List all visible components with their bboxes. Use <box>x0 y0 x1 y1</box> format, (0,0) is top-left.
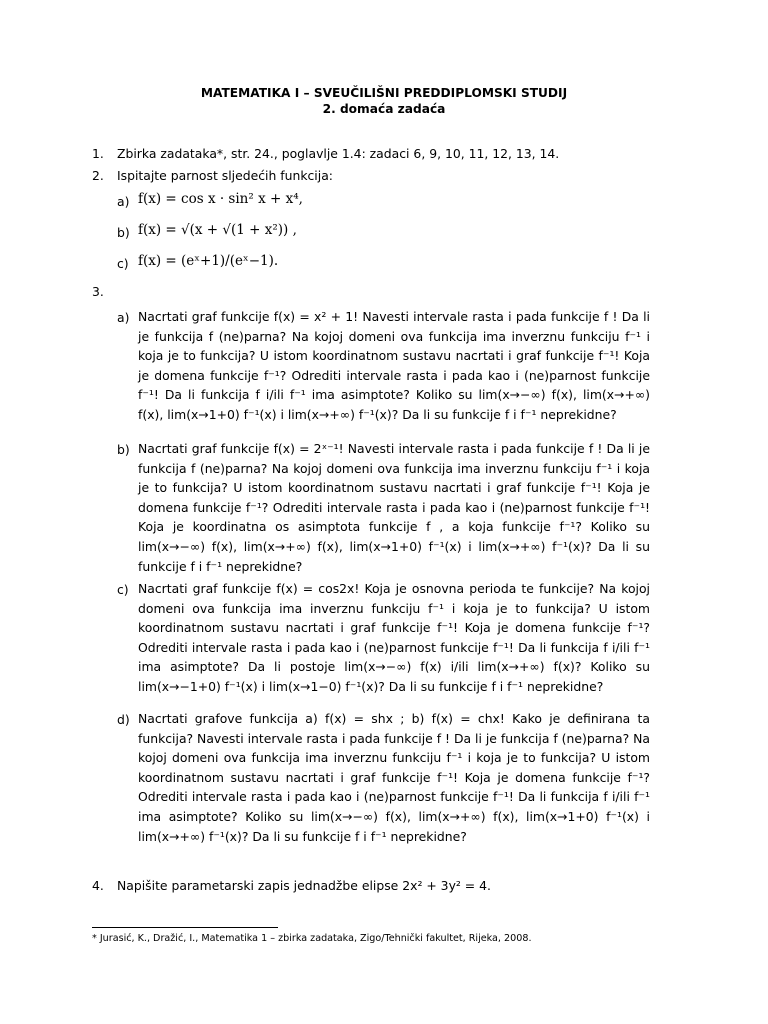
task-3a-label: a) <box>117 310 130 325</box>
footnote-divider <box>92 927 278 928</box>
document-subtitle: 2. domaća zadaća <box>322 102 446 116</box>
task-2-text: Ispitajte parnost sljedećih funkcija: <box>117 168 333 183</box>
task-2c-formula: f(x) = (eˣ+1)/(eˣ−1). <box>138 253 279 269</box>
task-3c-text: Nacrtati graf funkcije f(x) = cos2x! Koja je osnovna perioda te funkcije? Na kojoj domeni ova funkcija ima inverznu funkciju f⁻¹ i koja je to funkcija? U istom koordinatnom sustavu nacrtati i graf funkcije f⁻¹! Koja je domena funkcije f⁻¹? Odrediti intervale rasta i pada kao i (ne)parnost funkcije f⁻¹! Da li funkcija f i/ili f⁻¹ ima asimptote? Da li postoje lim(x→−∞) f(x) i/ili lim(x→+∞) f(x)? Koliko su lim(x→−1+0) f⁻¹(x) i lim(x→1−0) f⁻¹(x)? Da li su funkcije f i f⁻¹ neprekidne? <box>138 581 650 694</box>
task-2c-label: c) <box>117 256 129 271</box>
task-2-number: 2. <box>92 168 104 183</box>
task-3b-text: Nacrtati graf funkcije f(x) = 2ˣ⁻¹! Navesti intervale rasta i pada funkcije f ! Da li je funkcija f (ne)parna? Na kojoj domeni ova funkcija ima inverznu funkciju f⁻¹ i koja je to funkcija? U istom koordinatnom sustavu nacrtati i graf funkcije f⁻¹! Koja je domena funkcije f⁻¹? Odrediti intervale rasta i pada kao i (ne)parnost funkcije f⁻¹! Koja je koordinatna os asimptota funkcije f , a koja funkcije f⁻¹? Koliko su lim(x→−∞) f(x), lim(x→+∞) f(x), lim(x→1+0) f⁻¹(x) i lim(x→+∞) f⁻¹(x)? Da li su funkcije f i f⁻¹ neprekidne? <box>138 441 650 574</box>
task-3-number: 3. <box>92 284 104 299</box>
task-2b-formula: f(x) = √(x + √(1 + x²)) , <box>138 222 297 238</box>
task-4-text: Napišite parametarski zapis jednadžbe elipse 2x² + 3y² = 4. <box>117 878 491 893</box>
task-2b-label: b) <box>117 225 130 240</box>
task-3a-text: Nacrtati graf funkcije f(x) = x² + 1! Navesti intervale rasta i pada funkcije f ! Da li je funkcija f (ne)parna? Na kojoj domeni ova funkcija ima inverznu funkciju f⁻¹ i koja je to funkcija? U istom koordinatnom sustavu nacrtati i graf funkcije f⁻¹! Koja je domena funkcije f⁻¹? Odrediti intervale rasta i pada kao i (ne)parnost funkcije f⁻¹! Da li funkcija f i/ili f⁻¹ ima asimptote? Koliko su lim(x→−∞) f(x), lim(x→+∞) f(x), lim(x→1+0) f⁻¹(x) i lim(x→+∞) f⁻¹(x)? Da li su funkcije f i f⁻¹ neprekidne? <box>138 309 650 422</box>
task-1-text: Zbirka zadataka*, str. 24., poglavlje 1.4: zadaci 6, 9, 10, 11, 12, 13, 14. <box>117 146 560 161</box>
task-3d-text: Nacrtati grafove funkcija a) f(x) = shx ; b) f(x) = chx! Kako je definirana ta funkcija? Navesti intervale rasta i pada funkcije f ! Da li je funkcija f (ne)parna? Na kojoj domeni ova funkcija ima inverznu funkciju f⁻¹ i koja je to funkcija? U istom koordinatnom sustavu nacrtati i graf funkcije f⁻¹! Koja je domena funkcije f⁻¹? Odrediti intervale rasta i pada kao i (ne)parnost funkcije f⁻¹! Da li funkcija f i/ili f⁻¹ ima asimptote? Koliko su lim(x→−∞) f(x), lim(x→+∞) f(x), lim(x→1+0) f⁻¹(x) i lim(x→+∞) f⁻¹(x)? Da li su funkcije f i f⁻¹ neprekidne? <box>138 711 650 844</box>
footnote: * Jurasić, K., Dražić, I., Matematika 1 – zbirka zadataka, Zigo/Tehnički fakultet, Rijeka, 2008. <box>92 933 532 944</box>
task-3b-label: b) <box>117 442 130 457</box>
document-title: MATEMATIKA I – SVEUČILIŠNI PREDDIPLOMSKI STUDIJ <box>200 86 568 100</box>
task-4-number: 4. <box>92 878 104 893</box>
task-2a-label: a) <box>117 194 130 209</box>
task-2a-formula: f(x) = cos x · sin² x + x⁴, <box>138 191 303 207</box>
task-1-number: 1. <box>92 146 104 161</box>
task-3c-label: c) <box>117 582 129 597</box>
task-3d-label: d) <box>117 712 130 727</box>
